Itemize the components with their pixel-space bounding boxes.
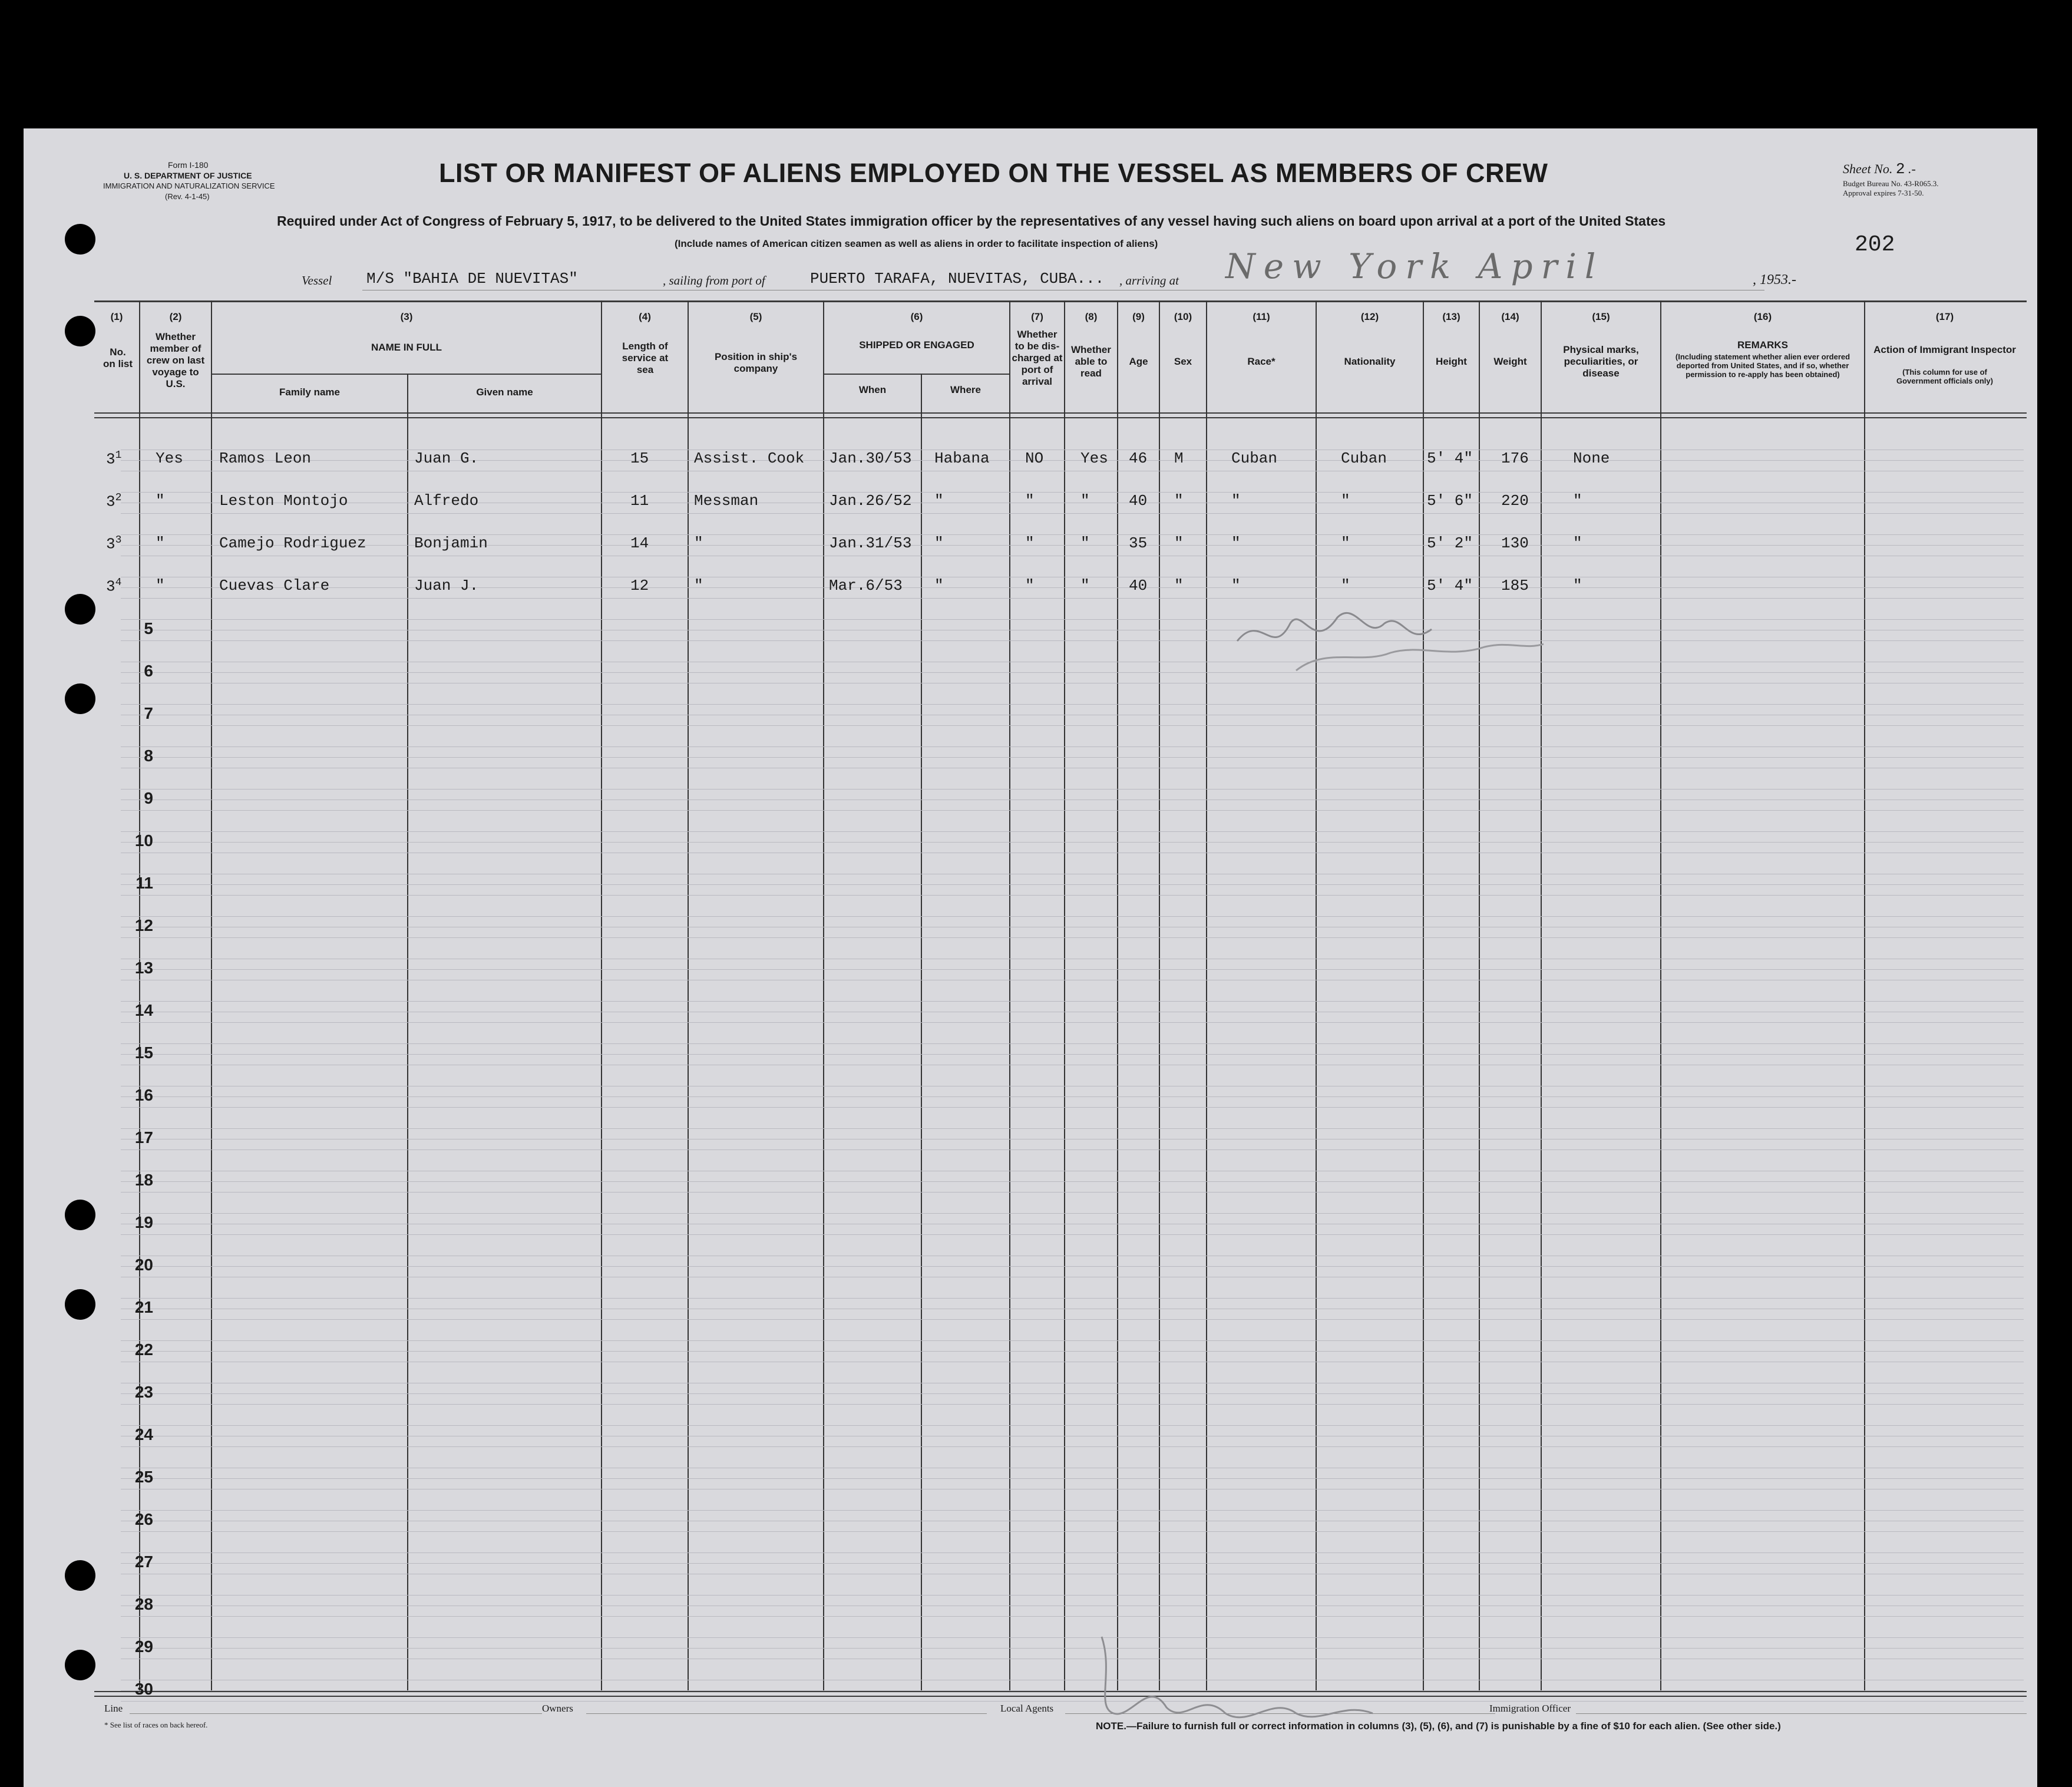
header-bottom-rule-2 — [94, 417, 2027, 418]
entry-where: Habana — [934, 450, 990, 467]
shipped-where-header: Where — [950, 384, 981, 395]
entry-age: 35 — [1129, 534, 1148, 552]
footer-owners-label: Owners — [542, 1703, 573, 1714]
col-5-number: (5) — [749, 311, 762, 322]
col-10-number: (10) — [1174, 311, 1192, 322]
entry-age: 40 — [1129, 577, 1148, 594]
column-divider — [1479, 300, 1480, 1691]
ruled-line — [121, 1531, 2024, 1532]
row-number: 6 — [144, 662, 153, 680]
ruled-line — [121, 1181, 2024, 1182]
row-number: 30 — [134, 1680, 153, 1698]
ruled-line — [121, 1340, 2024, 1341]
row-number: 29 — [134, 1637, 153, 1656]
shipped-subheader-rule — [823, 374, 1009, 375]
entry-given: Juan G. — [414, 450, 479, 467]
column-divider — [1541, 300, 1542, 1691]
entry-nationality: Cuban — [1341, 450, 1387, 467]
ruled-line — [121, 1234, 2024, 1235]
row-number: 21 — [134, 1298, 153, 1316]
row-number: 28 — [134, 1595, 153, 1613]
entry-last-voyage: " — [156, 492, 165, 510]
ruled-line — [121, 1563, 2024, 1564]
entry-position: " — [694, 534, 703, 552]
sheet-number: 2 — [1895, 160, 1905, 178]
ruled-line — [121, 1192, 2024, 1193]
entry-family: Camejo Rodriguez — [219, 534, 366, 552]
vessel-name: M/S "BAHIA DE NUEVITAS" — [366, 270, 578, 288]
given-name-header: Given name — [476, 387, 533, 398]
entry-read: " — [1080, 534, 1090, 552]
entry-line-number: $3^1$ — [106, 450, 122, 468]
ruled-line — [121, 640, 2024, 641]
entry-marks: " — [1573, 577, 1582, 594]
penalty-note: NOTE.—Failure to furnish full or correct information in columns (3), (5), (6), and (7) is punishable by a fine of $10 for each alien. (See other side.) — [1096, 1720, 1781, 1732]
col-16-number: (16) — [1753, 311, 1772, 322]
column-divider — [407, 374, 408, 1691]
ruled-line — [121, 1637, 2024, 1638]
ruled-line — [121, 492, 2024, 493]
column-divider — [1064, 300, 1065, 1691]
header-bottom-rule — [94, 412, 2027, 414]
table-top-rule — [94, 300, 2027, 302]
ruled-line — [121, 831, 2024, 832]
footer-line-label: Line — [104, 1703, 123, 1714]
ruled-line — [121, 1446, 2024, 1447]
entry-when: Jan.30/53 — [829, 450, 912, 467]
col-12-header: Nationality — [1344, 356, 1396, 367]
entry-when: Jan.26/52 — [829, 492, 912, 510]
col-15-number: (15) — [1592, 311, 1610, 322]
subtitle-note: (Include names of American citizen seamen as well as aliens in order to facilitate inspection of aliens) — [675, 238, 1158, 249]
row-number: 24 — [134, 1425, 153, 1444]
entry-last-voyage: " — [156, 577, 165, 594]
col-17-number: (17) — [1935, 311, 1954, 322]
col-16-header: REMARKS — [1737, 339, 1788, 351]
page-title: LIST OR MANIFEST OF ALIENS EMPLOYED ON THE VESSEL AS MEMBERS OF CREW — [439, 158, 1548, 188]
ruled-line — [121, 1319, 2024, 1320]
entry-position: Assist. Cook — [694, 450, 805, 467]
col-14-number: (14) — [1501, 311, 1519, 322]
ruled-line — [121, 1690, 2024, 1691]
entry-where: " — [934, 534, 944, 552]
footer-agents-label: Local Agents — [1000, 1703, 1054, 1714]
col-1-header: No. on list — [103, 346, 133, 369]
row-number: 26 — [134, 1510, 153, 1528]
column-divider — [1009, 300, 1010, 1691]
entry-discharged: " — [1025, 492, 1035, 510]
entry-last-voyage: Yes — [156, 450, 183, 467]
ruled-line — [121, 916, 2024, 917]
stamp-number: 202 — [1855, 232, 1895, 257]
col-2-header: Whether member of crew on last voyage to U.S. — [146, 331, 205, 389]
ruled-line — [121, 534, 2024, 535]
ruled-line — [121, 619, 2024, 620]
sheet-number-label: Sheet No. 2 .- — [1843, 160, 1916, 178]
name-subheader-rule — [211, 374, 601, 375]
ruled-line — [121, 1213, 2024, 1214]
ruled-line — [121, 757, 2024, 758]
footer-owners-underline — [586, 1713, 987, 1714]
entry-marks: " — [1573, 492, 1582, 510]
entry-weight: 220 — [1501, 492, 1529, 510]
ruled-line — [121, 1701, 2024, 1702]
col-11-number: (11) — [1253, 311, 1270, 322]
family-name-header: Family name — [279, 387, 340, 398]
entry-position: Messman — [694, 492, 759, 510]
column-divider — [688, 300, 689, 1691]
ruled-line — [121, 884, 2024, 885]
column-divider — [921, 374, 922, 1691]
entry-when: Mar.6/53 — [829, 577, 903, 594]
ruled-line — [121, 1351, 2024, 1352]
col-13-number: (13) — [1442, 311, 1460, 322]
entry-marks: None — [1573, 450, 1610, 467]
punch-hole — [65, 224, 95, 255]
budget-bureau: Budget Bureau No. 43-R065.3. — [1843, 179, 1939, 188]
year-label: , 1953.- — [1753, 272, 1796, 288]
col-11-header: Race* — [1247, 356, 1275, 367]
ruled-line — [121, 789, 2024, 790]
entry-line-number: $3^3$ — [106, 534, 122, 553]
row-number: 22 — [134, 1340, 153, 1359]
col-15-header: Physical marks, peculiarities, or disease — [1563, 344, 1639, 379]
entry-race: " — [1231, 492, 1241, 510]
entry-where: " — [934, 577, 944, 594]
entry-age: 40 — [1129, 492, 1148, 510]
entry-weight: 130 — [1501, 534, 1529, 552]
col-8-number: (8) — [1085, 311, 1098, 322]
col-17-note: (This column for use of Government officials only) — [1896, 368, 1993, 385]
row-number: 11 — [136, 874, 153, 892]
footer-line-underline — [130, 1713, 542, 1714]
entry-read: " — [1080, 577, 1090, 594]
column-divider — [1316, 300, 1317, 1691]
ruled-line — [121, 937, 2024, 938]
row-number: 27 — [134, 1553, 153, 1571]
col-13-header: Height — [1436, 356, 1467, 367]
entry-read: Yes — [1080, 450, 1108, 467]
ruled-line — [121, 1510, 2024, 1511]
col-9-number: (9) — [1132, 311, 1145, 322]
table-bottom-rule — [94, 1691, 2027, 1692]
ruled-line — [121, 1043, 2024, 1044]
ruled-line — [121, 895, 2024, 896]
ruled-line — [121, 1266, 2024, 1267]
row-number: 23 — [134, 1383, 153, 1401]
col-12-number: (12) — [1360, 311, 1379, 322]
row-number: 18 — [134, 1171, 153, 1189]
punch-hole — [65, 683, 95, 714]
col-1-number: (1) — [110, 311, 123, 322]
entry-weight: 185 — [1501, 577, 1529, 594]
entry-discharged: " — [1025, 534, 1035, 552]
table-bottom-rule-2 — [94, 1696, 2027, 1697]
ruled-line — [121, 460, 2024, 461]
entry-nationality: " — [1341, 492, 1350, 510]
col-16-note: (Including statement whether alien ever ordered deported from United States, and if so, whether permission to re-apply has been obtained) — [1675, 352, 1850, 379]
entry-race: " — [1231, 534, 1241, 552]
entry-service: 12 — [630, 577, 649, 594]
form-number: Form I-180 — [168, 160, 209, 170]
port-of-departure: PUERTO TARAFA, NUEVITAS, CUBA... — [810, 270, 1105, 288]
sailing-label: , sailing from port of — [663, 273, 765, 288]
entry-height: 5' 4" — [1427, 577, 1473, 594]
ruled-line — [121, 672, 2024, 673]
ruled-line — [121, 1128, 2024, 1129]
signature-scrawl — [1225, 588, 1555, 682]
ruled-line — [121, 1616, 2024, 1617]
officer-signature-scrawl — [1078, 1625, 1408, 1731]
entry-marks: " — [1573, 534, 1582, 552]
service: IMMIGRATION AND NATURALIZATION SERVICE — [103, 181, 275, 190]
entry-when: Jan.31/53 — [829, 534, 912, 552]
ruled-line — [121, 1022, 2024, 1023]
row-number: 8 — [144, 746, 153, 765]
punch-hole — [65, 594, 95, 625]
ruled-line — [121, 1478, 2024, 1479]
entry-given: Alfredo — [414, 492, 479, 510]
row-number: 7 — [144, 704, 153, 722]
row-number: 16 — [134, 1086, 153, 1104]
punch-hole — [65, 316, 95, 346]
punch-hole — [65, 1650, 95, 1680]
entry-read: " — [1080, 492, 1090, 510]
entry-where: " — [934, 492, 944, 510]
punch-hole — [65, 1200, 95, 1230]
ruled-line — [121, 1404, 2024, 1405]
row-number: 25 — [134, 1468, 153, 1486]
ruled-line — [121, 545, 2024, 546]
row-number: 14 — [134, 1001, 153, 1019]
entry-race: Cuban — [1231, 450, 1278, 467]
shipped-when-header: When — [858, 384, 887, 395]
col-3-header: NAME IN FULL — [371, 342, 442, 353]
ruled-line — [121, 746, 2024, 747]
entry-line-number: $3^2$ — [106, 492, 122, 511]
entry-nationality: " — [1341, 577, 1350, 594]
entry-sex: " — [1174, 534, 1184, 552]
row-number: 10 — [134, 831, 153, 850]
entry-sex: " — [1174, 577, 1184, 594]
ruled-line — [121, 1054, 2024, 1055]
entry-sex: " — [1174, 492, 1184, 510]
revision: (Rev. 4-1-45) — [165, 192, 210, 201]
ruled-line — [121, 598, 2024, 599]
punch-hole — [65, 1560, 95, 1591]
row-number: 20 — [134, 1256, 153, 1274]
entry-service: 14 — [630, 534, 649, 552]
entry-service: 11 — [630, 492, 649, 510]
ruled-line — [121, 1107, 2024, 1108]
row-number: 12 — [134, 916, 153, 934]
column-divider — [1423, 300, 1424, 1691]
col-2-number: (2) — [169, 311, 182, 322]
entry-weight: 176 — [1501, 450, 1529, 467]
row-number: 17 — [134, 1128, 153, 1147]
punch-hole — [65, 1289, 95, 1320]
ruled-line — [121, 1298, 2024, 1299]
column-divider — [1159, 300, 1160, 1691]
entry-family: Leston Montojo — [219, 492, 348, 510]
ruled-line — [121, 810, 2024, 811]
col-6-number: (6) — [910, 311, 923, 322]
footer-officer-label: Immigration Officer — [1489, 1703, 1571, 1714]
entry-height: 5' 6" — [1427, 492, 1473, 510]
ruled-line — [121, 1393, 2024, 1394]
entry-discharged: " — [1025, 577, 1035, 594]
entry-height: 5' 4" — [1427, 450, 1473, 467]
ruled-line — [121, 1425, 2024, 1426]
column-divider — [1206, 300, 1207, 1691]
col-7-number: (7) — [1031, 311, 1043, 322]
col-4-number: (4) — [639, 311, 651, 322]
col-7-header: Whether to be dis-charged at port of arrival — [1012, 329, 1063, 387]
row-number: 5 — [144, 619, 153, 637]
manifest-sheet — [24, 128, 2037, 1787]
entry-sex: M — [1174, 450, 1184, 467]
department: U. S. DEPARTMENT OF JUSTICE — [124, 171, 252, 180]
ruled-line — [121, 704, 2024, 705]
column-divider — [211, 300, 212, 1691]
vessel-label: Vessel — [302, 273, 332, 288]
col-8-header: Whether able to read — [1071, 344, 1111, 379]
row-number: 13 — [134, 959, 153, 977]
entry-position: " — [694, 577, 703, 594]
ruled-line — [121, 725, 2024, 726]
row-number: 15 — [134, 1043, 153, 1062]
ruled-line — [121, 513, 2024, 514]
subtitle: Required under Act of Congress of February 5, 1917, to be delivered to the United States immigration officer by the representatives of any vessel having such aliens on board upon arrival at a port of the United States — [277, 213, 1666, 229]
ruled-line — [121, 587, 2024, 588]
approval-expiry: Approval expires 7-31-50. — [1843, 189, 1924, 197]
arriving-label: , arriving at — [1119, 273, 1179, 288]
arriving-port: New York April — [1225, 246, 1604, 286]
column-divider — [1117, 300, 1118, 1691]
entry-given: Bonjamin — [414, 534, 488, 552]
column-divider — [601, 300, 602, 1691]
entry-line-number: $3^4$ — [106, 577, 122, 596]
col-9-header: Age — [1129, 356, 1148, 367]
row-number: 19 — [134, 1213, 153, 1231]
col-10-header: Sex — [1174, 356, 1192, 367]
ruled-line — [121, 1595, 2024, 1596]
col-4-header: Length of service at sea — [622, 341, 669, 375]
col-6-header: SHIPPED OR ENGAGED — [859, 339, 974, 351]
entry-nationality: " — [1341, 534, 1350, 552]
col-3-number: (3) — [400, 311, 413, 322]
entry-family: Cuevas Clare — [219, 577, 330, 594]
entry-service: 15 — [630, 450, 649, 467]
entry-last-voyage: " — [156, 534, 165, 552]
ruled-line — [121, 1001, 2024, 1002]
col-17-header: Action of Immigrant Inspector — [1873, 344, 2016, 355]
race-footnote: * See list of races on back hereof. — [104, 1720, 208, 1729]
footer-officer-underline — [1576, 1713, 2027, 1714]
row-number: 9 — [144, 789, 153, 807]
column-divider — [1660, 300, 1661, 1691]
column-divider — [1864, 300, 1865, 1691]
ruled-line — [121, 969, 2024, 970]
entry-discharged: NO — [1025, 450, 1044, 467]
entry-height: 5' 2" — [1427, 534, 1473, 552]
ruled-line — [121, 842, 2024, 843]
col-14-header: Weight — [1493, 356, 1527, 367]
entry-race: " — [1231, 577, 1241, 594]
ruled-line — [121, 1096, 2024, 1097]
entry-family: Ramos Leon — [219, 450, 312, 467]
col-5-header: Position in ship's company — [714, 351, 798, 374]
entry-given: Juan J. — [414, 577, 479, 594]
ruled-line — [121, 1648, 2024, 1649]
column-divider — [823, 300, 824, 1691]
entry-age: 46 — [1129, 450, 1148, 467]
